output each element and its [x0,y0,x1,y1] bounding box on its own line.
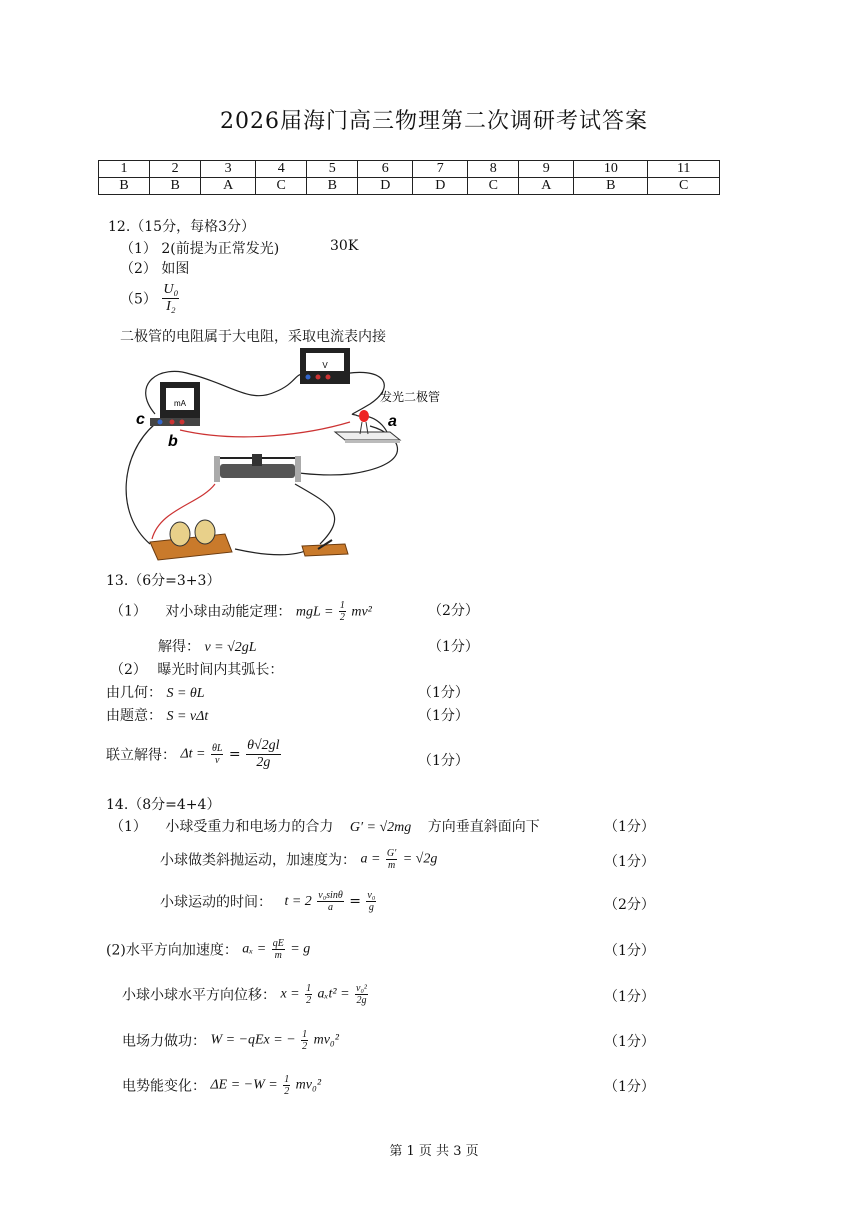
q14-line2-text: 小球做类斜抛运动，加速度为： [160,852,356,869]
q13-line5-score: （1分） [418,708,469,724]
fraction-denominator: 2g [356,995,367,1006]
fraction-denominator: 2 [339,612,345,623]
q13-line1-eq-right: mv² [351,604,372,620]
q14-line4-score: （1分） [604,943,655,959]
fraction-numerator: 1 [339,600,345,611]
answer-number-cell: 4 [256,161,307,178]
answer-cell: A [201,178,256,195]
equals-sign: = [349,893,361,910]
q14-line6-fraction [301,1029,308,1052]
q12-part1-label: （1） [120,241,157,257]
q14-line2-fraction [386,848,397,871]
q14-line3-fraction-2 [366,890,376,913]
led-base-edge [345,440,400,443]
q13-line6 [106,738,282,771]
q13-line6-text: 联立解得： [106,747,176,764]
fraction-numerator: θ√2gl [247,738,280,753]
q13-line4-eq: S = θL [166,686,205,701]
q14-line3-score: （2分） [604,897,655,913]
ammeter-label: mA [174,399,186,408]
q12-header: 12.（15分，每格3分） [108,219,255,235]
q13-line2-eq: v = √2gL [204,640,257,655]
switch-base [302,544,348,556]
answer-number-cell: 6 [358,161,413,178]
terminal-label-c: c [136,411,145,428]
answer-number-cell: 5 [307,161,358,178]
answer-number-cell: 2 [150,161,201,178]
answer-number-cell: 9 [519,161,574,178]
q13-line6-score: （1分） [418,753,469,769]
q14-line4-text: (2)水平方向加速度： [106,942,238,959]
answer-number-cell: 7 [413,161,468,178]
battery-board [150,520,232,560]
fraction-denominator: 2 [284,1086,290,1097]
battery-base [150,534,232,560]
terminal-icon [170,420,175,425]
equals-sign: = [228,746,241,763]
voltmeter [300,348,350,384]
q13-line2 [158,636,257,656]
q13-line3-label: （2） [110,662,147,678]
q14-line6-score: （1分） [604,1034,655,1050]
ammeter [150,382,200,426]
q14-line5-mid: aₓt² = [317,986,350,1002]
answer-number-cell: 8 [468,161,519,178]
led-icon [359,410,369,422]
rheostat-slider [252,454,262,466]
battery-icon [195,520,215,544]
terminal-icon [326,375,331,380]
fraction-numerator: G′ [386,848,397,859]
q14-line2-eq-right: = √2g [402,851,438,867]
led-label: 发光二极管 [380,390,441,404]
answer-cell: C [648,178,720,195]
q14-line4 [106,938,310,961]
q14-line6-eq-right: mv₀² [313,1032,339,1048]
answer-table-number-row [99,161,720,178]
q14-line1-text: 小球受重力和电场力的合力 [165,819,334,835]
q14-line3 [160,890,377,913]
q14-line4-fraction [272,938,285,961]
q13-line4-text: 由几何： [106,685,162,701]
answer-number-cell: 1 [99,161,150,178]
answer-cell: D [358,178,413,195]
q12-note: 二极管的电阻属于大电阻，采取电流表内接 [120,329,386,345]
q13-line1-text: 对小球由动能定理： [165,603,292,620]
answer-cell: C [468,178,519,195]
q14-line5-eq-left: x = [280,986,300,1002]
q12-part1-text: 2(前提为正常发光) [161,241,280,257]
fraction-numerator: 1 [284,1074,290,1085]
q14-line1-score: （1分） [604,819,655,835]
terminal-label-b: b [168,433,178,450]
q13-line6-fraction-1 [211,743,223,766]
q12-part1 [120,238,279,258]
fraction-numerator: v₀ [367,890,376,901]
q14-line6-text: 电场力做功： [122,1033,206,1050]
q13-line3 [110,659,283,679]
terminal-icon [306,375,311,380]
fraction-numerator: v₀² [356,983,367,994]
switch [302,540,348,556]
terminal-icon [180,420,185,425]
q13-line4-score: （1分） [418,685,469,701]
page-title: 2026届海门高三物理第二次调研考试答案 [220,109,648,134]
q13-line1-score: （2分） [428,603,479,619]
rheostat-end [214,456,220,482]
q14-line5-text: 小球小球水平方向位移： [122,987,276,1004]
q14-line5-fraction-2 [355,983,368,1006]
q14-line3-text: 小球运动的时间： [160,894,272,911]
q14-line5-score: （1分） [604,989,655,1005]
fraction-denominator: a [328,902,333,913]
q13-line1-eq-left: mgL = [295,604,334,620]
answer-number-cell: 11 [648,161,720,178]
answer-cell: B [307,178,358,195]
q14-line5 [122,983,369,1006]
answer-number-cell: 3 [201,161,256,178]
q12-part5 [120,282,180,315]
q14-line1-label: （1） [110,819,147,835]
q12-part2 [120,258,189,278]
q12-part2-text: 如图 [161,261,190,277]
q12-part1-value: 30K [330,238,359,254]
battery-icon [170,522,190,546]
q13-line5-text: 由题意： [106,708,162,724]
q14-header: 14.（8分=4+4） [106,797,221,813]
q14-line7-score: （1分） [604,1079,655,1095]
q13-line5-eq: S = vΔt [166,709,209,724]
q13-line1-fraction [339,600,346,623]
q13-line6-fraction-2 [246,738,280,771]
answer-number-cell: 10 [574,161,648,178]
page-footer: 第 1 页 共 3 页 [389,1144,479,1159]
q12-part5-denominator: I₂ [166,299,176,314]
q13-header: 13.（6分=3+3） [106,573,221,589]
rheostat-coil [220,464,295,478]
q14-line4-eq-left: aₓ = [242,941,267,957]
q14-line1 [110,816,540,836]
answer-cell: B [574,178,648,195]
answer-cell: B [99,178,150,195]
q14-line5-fraction-1 [305,983,312,1006]
q14-line3-fraction-1 [317,890,344,913]
terminal-label-a: a [388,413,397,430]
q14-line3-eq-left: t = 2 [284,893,312,909]
q14-line2-score: （1分） [604,854,655,870]
answer-cell: C [256,178,307,195]
q13-line2-text: 解得： [158,639,200,655]
fraction-numerator: 1 [306,983,312,994]
fraction-numerator: 1 [302,1029,308,1040]
fraction-denominator: m [274,950,282,961]
q12-part5-fraction [162,282,179,315]
q14-line7-eq-right: mv₀² [295,1077,322,1093]
answer-cell: A [519,178,574,195]
q14-line2 [160,848,437,871]
q14-line1-direction: 方向垂直斜面向下 [427,819,540,835]
q14-line1-eq: G′ = √2mg [349,820,412,835]
circuit-diagram [120,344,470,566]
red-wire [180,422,350,437]
q13-line3-text: 曝光时间内其弧长： [157,662,284,678]
answer-cell: B [150,178,201,195]
q12-part2-label: （2） [120,261,157,277]
terminal-icon [158,420,163,425]
q13-line6-eq-left: Δt = [180,746,206,762]
rheostat-end [295,456,301,482]
terminal-icon [316,375,321,380]
rheostat [214,454,301,482]
q13-line4 [106,682,205,702]
fraction-denominator: m [387,860,396,871]
fraction-denominator: 2 [306,995,312,1006]
q14-line7 [122,1074,321,1097]
answer-table [98,160,720,195]
wire [126,424,155,544]
q13-line1 [110,600,372,623]
q13-line2-score: （1分） [428,639,479,655]
q14-line4-eq-right: = g [290,941,311,957]
q14-line7-eq-left: ΔE = −W = [210,1077,278,1093]
q14-line7-fraction [283,1074,290,1097]
fraction-denominator: 2g [256,755,271,770]
q13-line5 [106,705,208,725]
fraction-numerator: θL [211,743,223,754]
q14-line2-eq-left: a = [360,851,381,867]
fraction-denominator: 2 [302,1041,308,1052]
fraction-numerator: qE [272,938,284,949]
voltmeter-label: V [322,361,328,370]
q14-line6-eq-left: W = −qEx = − [210,1032,296,1048]
q12-part5-numerator: U₀ [163,282,179,297]
fraction-denominator: v [214,755,220,766]
fraction-numerator: v₀sinθ [318,890,343,901]
q14-line7-text: 电势能变化： [122,1078,206,1095]
wire [235,549,310,555]
q13-line1-label: （1） [110,603,147,620]
fraction-denominator: g [368,902,374,913]
answer-table-answer-row [99,178,720,195]
q14-line6 [122,1029,339,1052]
q12-part5-label: （5） [120,291,157,308]
answer-cell: D [413,178,468,195]
wire [295,484,335,544]
